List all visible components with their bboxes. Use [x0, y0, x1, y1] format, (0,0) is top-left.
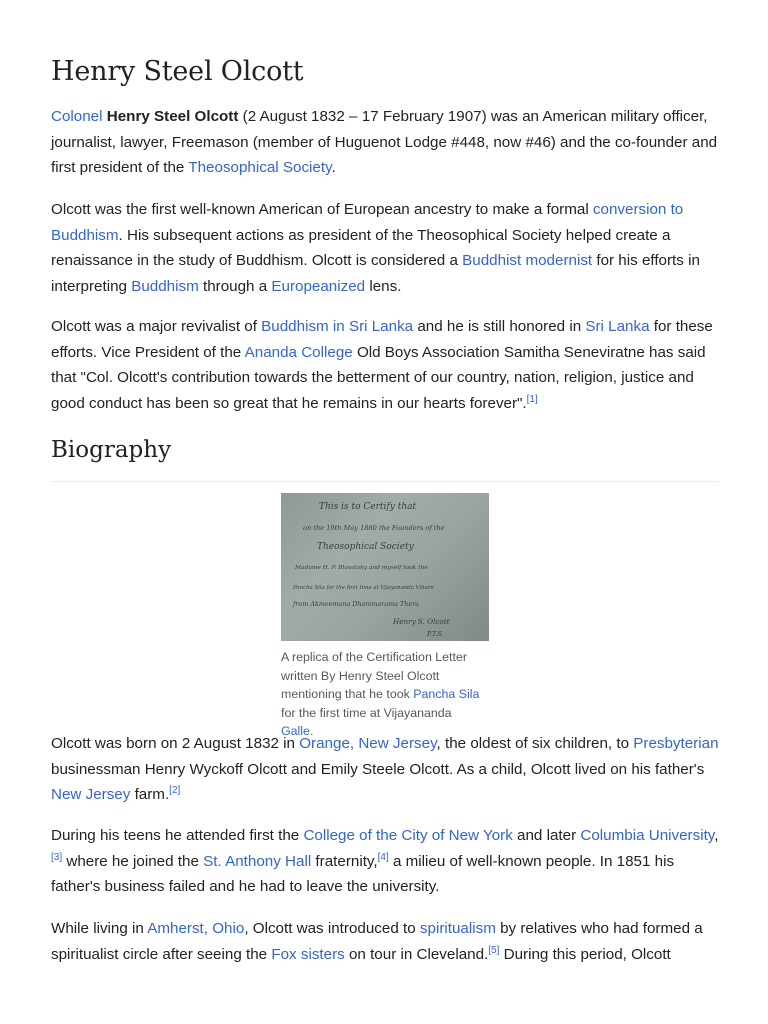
biography-paragraph-3 — [51, 916, 719, 967]
link-columbia-university[interactable]: Columbia University — [580, 827, 715, 844]
text-span: for his efforts in interpreting — [51, 252, 700, 295]
link-europeanized[interactable]: Europeanized — [271, 277, 366, 295]
intro-paragraph-1 — [51, 104, 719, 181]
letter-title: P.T.S. — [427, 630, 444, 638]
link-presbyterian[interactable]: Presbyterian — [633, 735, 719, 752]
text-span: for these efforts. Vice President of the — [51, 318, 713, 361]
text-span: Olcott was the first well-known American of European ancestry to make a formal — [51, 201, 593, 218]
link-new-jersey[interactable]: New Jersey — [51, 786, 131, 803]
text-span: farm. — [130, 786, 170, 803]
link-conversion-to-buddhism[interactable]: conversion to Buddhism — [51, 201, 684, 244]
text-span: a milieu of well-known people. In 1851 his father's business failed and he had to leave the university. — [51, 852, 675, 895]
link-college-city-new-york[interactable]: College of the City of New York — [303, 827, 513, 844]
text-span: During his teens he attended first the — [51, 827, 304, 844]
biography-paragraph-2 — [51, 823, 719, 900]
text-span: (2 August 1832 – 17 February 1907) was an American military officer, journalist, lawyer, Freemason (member of Huguenot Lodge #448, now #46) and the co-founder and first president of the — [51, 108, 718, 176]
link-pancha-sila[interactable]: Pancha Sila — [413, 687, 480, 701]
text-span: Olcott was a major revivalist of — [51, 318, 262, 335]
link-buddhist-modernist[interactable]: Buddhist modernist — [462, 252, 593, 269]
letter-signature: Henry S. Olcott — [393, 617, 450, 626]
text-span: A replica of the Certification Letter written By Henry Steel Olcott mentioning that he took — [281, 650, 467, 701]
text-span: where he joined the — [62, 852, 204, 870]
text-span: . — [331, 159, 336, 176]
reference-3[interactable]: [3] — [51, 851, 63, 863]
link-st-anthony-hall[interactable]: St. Anthony Hall — [203, 852, 312, 870]
reference-2[interactable]: [2] — [169, 784, 181, 796]
certification-letter-figure — [281, 493, 491, 741]
text-span: through a — [198, 277, 272, 295]
text-span: by relatives who had formed a spiritualist circle after seeing the — [51, 920, 703, 963]
link-fox-sisters[interactable]: Fox sisters — [271, 945, 345, 963]
text-span: Old Boys Association Samitha Seneviratne has said that "Col. Olcott's contribution towards the betterment of our country, nation, religion, justice and good conduct has been so great that he remains in our hearts forever". — [51, 343, 706, 412]
text-span: fraternity, — [311, 852, 378, 870]
text-span: for the first time at Vijayananda — [281, 705, 452, 720]
intro-paragraph-2 — [51, 197, 719, 299]
link-colonel[interactable]: Colonel — [51, 108, 103, 125]
page-title: Henry Steel Olcott — [51, 56, 304, 87]
text-span: on tour in Cleveland. — [344, 945, 489, 963]
reference-1[interactable]: [1] — [526, 393, 538, 405]
letter-line-2: on the 19th May 1880 the Founders of the — [303, 524, 445, 532]
link-amherst-ohio[interactable]: Amherst, Ohio — [147, 920, 245, 937]
link-buddhism[interactable]: Buddhism — [131, 277, 199, 295]
reference-4[interactable]: [4] — [377, 851, 389, 863]
link-buddhism-in-sri-lanka[interactable]: Buddhism in Sri Lanka — [261, 318, 414, 335]
text-span: Olcott was born on 2 August 1832 in — [51, 735, 300, 752]
link-spiritualism[interactable]: spiritualism — [419, 920, 496, 937]
letter-line-1: This is to Certify that — [319, 502, 417, 512]
text-span: lens. — [365, 277, 402, 295]
letter-line-4: Madame H. P. Blavatsky and myself took the — [295, 565, 428, 571]
letter-handwriting — [281, 493, 489, 641]
letter-line-3: Theosophical Society — [317, 542, 414, 552]
biography-paragraph-1 — [51, 731, 719, 808]
text-span: , — [714, 827, 719, 844]
text-span: and later — [512, 827, 581, 844]
text-span: . His subsequent actions as president of the Theosophical Society helped create a renaissance in the study of Buddhism. Olcott is considered a — [51, 226, 671, 269]
section-heading-biography: Biography — [51, 437, 172, 463]
link-ananda-college[interactable]: Ananda College — [244, 343, 353, 361]
intro-paragraph-3 — [51, 314, 719, 416]
text-span: . — [309, 724, 314, 738]
text-span: During this period, Olcott — [499, 945, 671, 963]
certification-letter-image[interactable] — [281, 493, 489, 641]
section-divider — [51, 481, 719, 482]
reference-5[interactable]: [5] — [488, 944, 500, 956]
link-galle[interactable]: Galle — [281, 724, 310, 738]
letter-line-6: from Akmeemana Dhammarama Thera — [293, 600, 420, 608]
figure-caption — [281, 648, 486, 741]
text-span: While living in — [51, 920, 148, 937]
text-span: , the oldest of six children, to — [436, 735, 634, 752]
link-sri-lanka[interactable]: Sri Lanka — [585, 318, 650, 335]
text-span: , Olcott was introduced to — [244, 920, 420, 937]
link-orange-new-jersey[interactable]: Orange, New Jersey — [299, 735, 437, 752]
link-theosophical-society[interactable]: Theosophical Society — [188, 159, 332, 176]
text-span: and he is still honored in — [413, 318, 586, 335]
letter-line-5: Pancha Sila for the first time at Vijayananda Vihare — [293, 585, 434, 591]
bold-name: Henry Steel Olcott — [106, 108, 239, 125]
text-span: businessman Henry Wyckoff Olcott and Emily Steele Olcott. As a child, Olcott lived on his father's — [51, 760, 705, 778]
